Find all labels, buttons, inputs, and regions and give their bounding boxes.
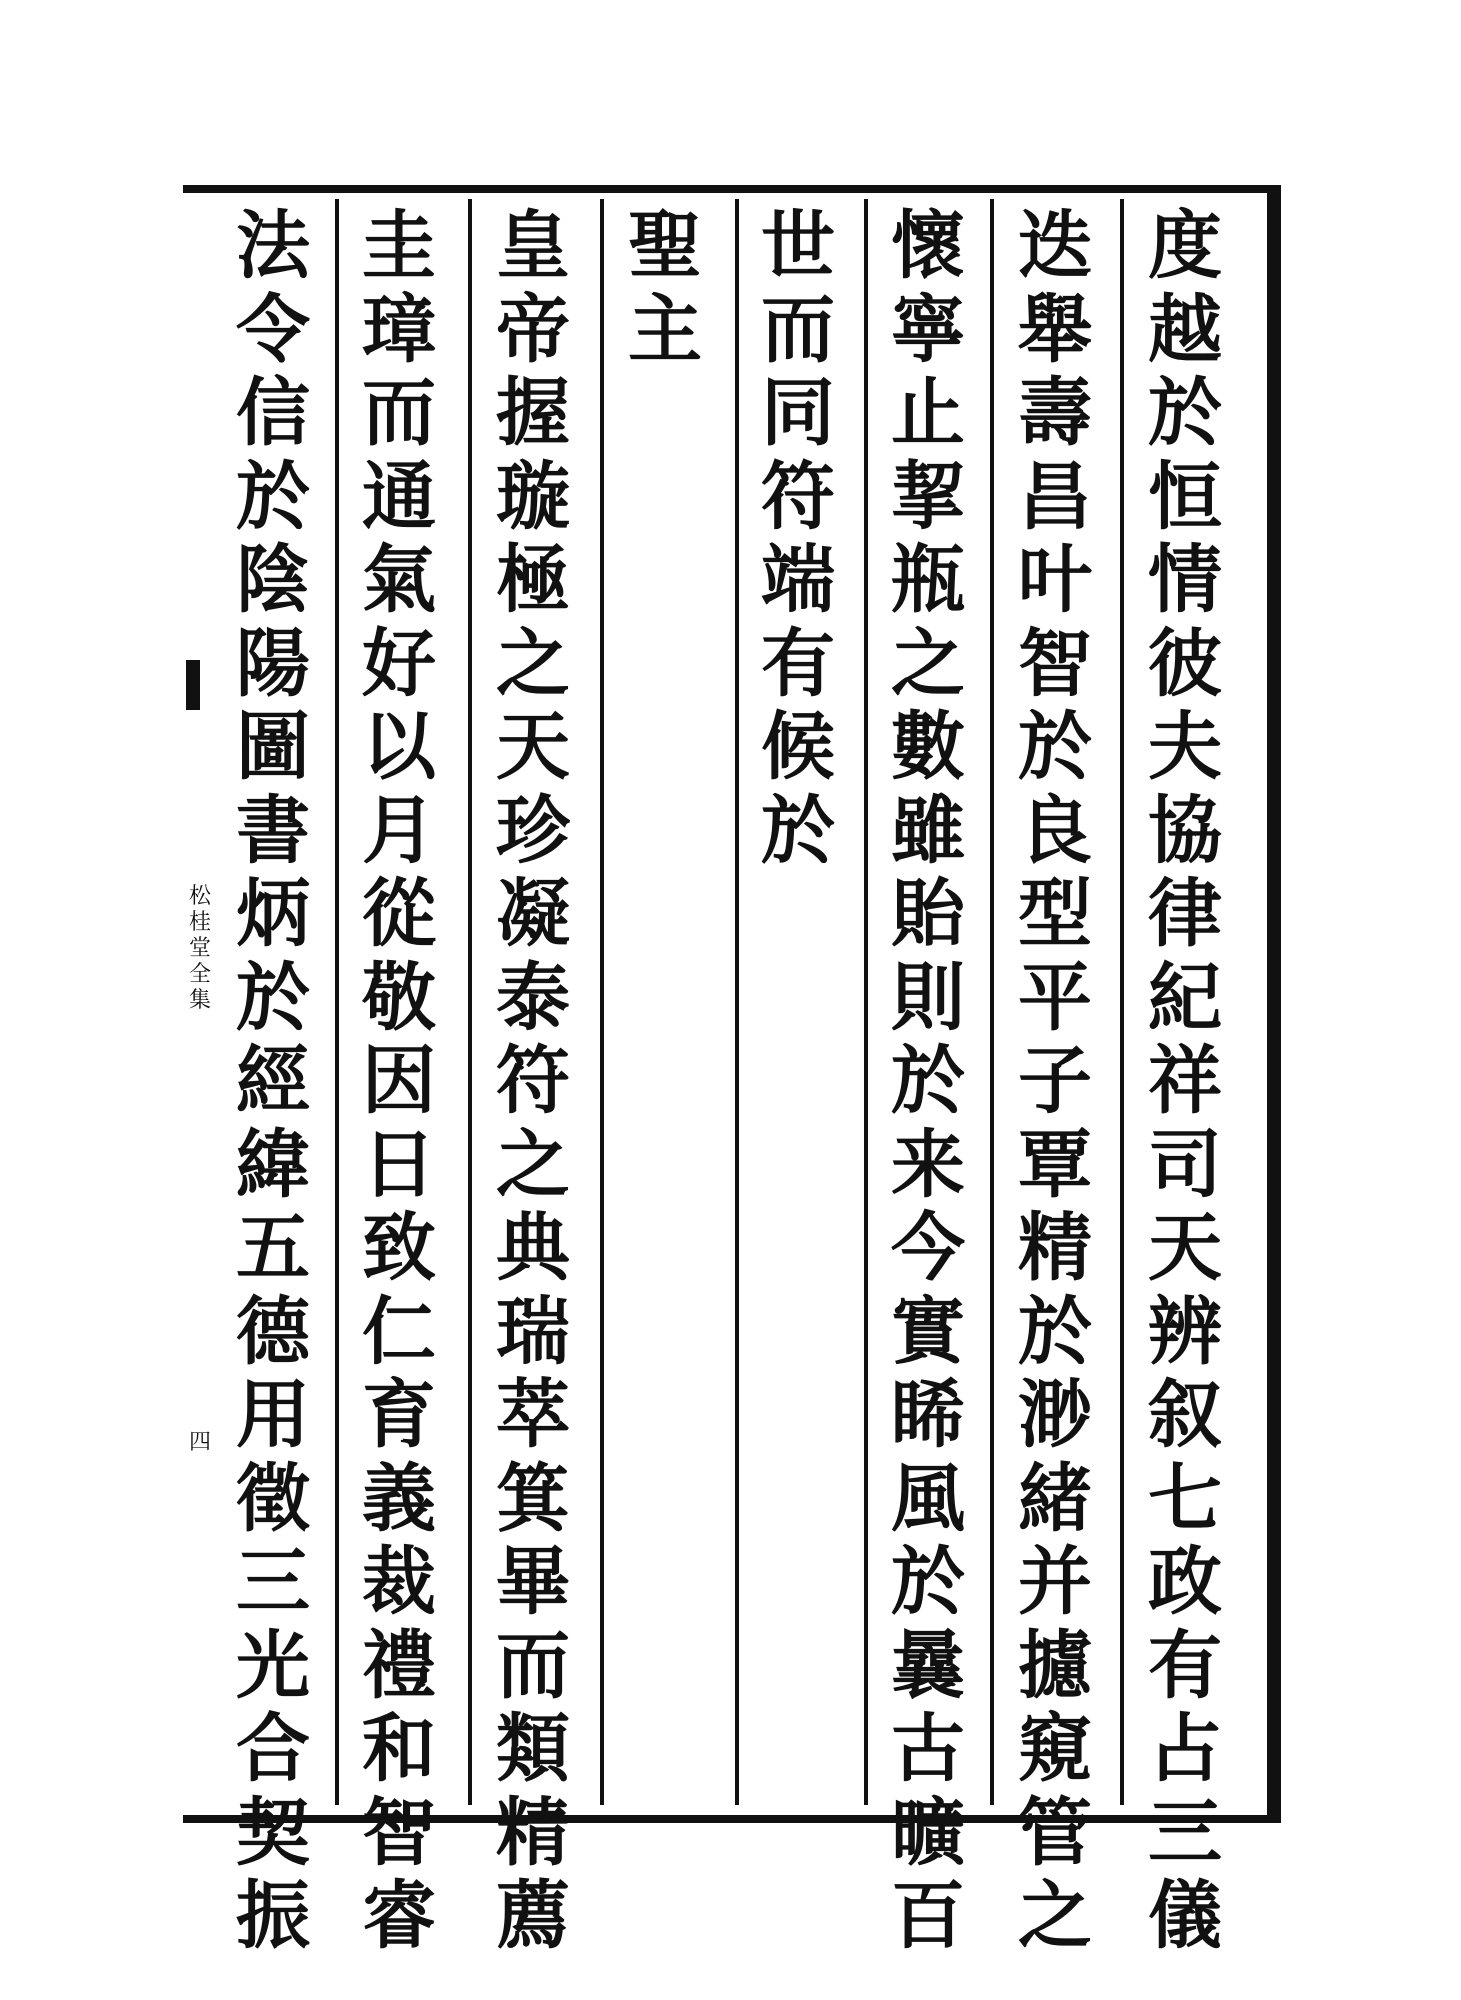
column-char: 智 [1018, 620, 1092, 707]
column-char: 風 [891, 1455, 965, 1542]
column-char: 符 [496, 1038, 570, 1124]
column-char: 徵 [236, 1455, 310, 1542]
column-char: 以 [362, 704, 436, 790]
column-char: 寧 [891, 286, 965, 373]
column-char: 和 [362, 1706, 436, 1792]
column-char: 圖 [236, 704, 310, 790]
column-char: 迭 [1018, 203, 1092, 289]
column-char: 候 [761, 704, 835, 790]
column-char: 於 [1018, 704, 1092, 790]
column-char: 義 [362, 1455, 436, 1542]
column-char: 用 [236, 1372, 310, 1458]
column-char: 從 [362, 871, 436, 957]
column-char: 叶 [1018, 537, 1092, 623]
column-char: 子 [1018, 1038, 1092, 1124]
column-char: 於 [1148, 370, 1222, 456]
column-char: 帝 [496, 286, 570, 373]
column-char: 舉 [1018, 286, 1092, 373]
text-column-2 [1000, 203, 1110, 1959]
column-char: 皇 [496, 203, 570, 289]
column-char: 三 [236, 1539, 310, 1625]
column-char: 辨 [1148, 1288, 1222, 1375]
column-char: 良 [1018, 787, 1092, 874]
column-char: 月 [362, 787, 436, 874]
column-char: 契 [236, 1789, 310, 1876]
column-char: 德 [236, 1288, 310, 1375]
column-char: 精 [1018, 1205, 1092, 1291]
column-char: 於 [891, 1038, 965, 1124]
column-char: 叙 [1148, 1372, 1222, 1458]
column-char: 彼 [1148, 620, 1222, 707]
column-char: 瓶 [891, 537, 965, 623]
column-char: 育 [362, 1372, 436, 1458]
column-char: 因 [362, 1038, 436, 1124]
column-rule [864, 199, 868, 1805]
column-char: 睎 [891, 1372, 965, 1458]
column-char: 今 [891, 1205, 965, 1291]
column-char: 瑞 [496, 1288, 570, 1375]
column-char: 雖 [891, 787, 965, 874]
column-char: 渺 [1018, 1372, 1092, 1458]
text-column-5 [610, 205, 720, 1795]
column-char: 情 [1148, 537, 1222, 623]
column-char: 止 [891, 370, 965, 456]
collection-title-char: 桂 [188, 910, 211, 935]
column-char: 司 [1148, 1121, 1222, 1208]
column-char: 昌 [1018, 453, 1092, 540]
column-char: 薦 [496, 1873, 570, 1959]
column-char: 古 [891, 1706, 965, 1792]
column-char: 百 [891, 1873, 965, 1959]
column-char: 陰 [236, 537, 310, 623]
block-heart-margin [185, 225, 215, 1625]
column-char: 圭 [362, 203, 436, 289]
column-char: 之 [891, 620, 965, 707]
column-char: 於 [236, 453, 310, 540]
collection-title-char: 全 [188, 962, 211, 987]
column-char: 而 [362, 370, 436, 456]
column-char: 禮 [362, 1622, 436, 1709]
column-char: 致 [362, 1205, 436, 1291]
column-char: 占 [1148, 1706, 1222, 1792]
column-char: 三 [1148, 1789, 1222, 1876]
column-char: 度 [1148, 203, 1222, 289]
column-char: 来 [891, 1121, 965, 1208]
column-char: 懷 [891, 203, 965, 289]
column-char: 祥 [1148, 1038, 1222, 1124]
column-char: 律 [1148, 871, 1222, 957]
column-char: 有 [1148, 1622, 1222, 1709]
column-char: 之 [496, 620, 570, 707]
column-char: 主 [628, 286, 702, 373]
column-char: 七 [1148, 1455, 1222, 1542]
column-rule [468, 199, 472, 1805]
column-char: 裁 [362, 1539, 436, 1625]
column-char: 璋 [362, 286, 436, 373]
column-char: 儀 [1148, 1873, 1222, 1959]
column-char: 炳 [236, 871, 310, 957]
column-char: 令 [236, 286, 310, 373]
column-char: 珍 [496, 787, 570, 874]
collection-title-char: 松 [188, 884, 211, 909]
column-char: 五 [236, 1205, 310, 1291]
column-char: 貽 [891, 871, 965, 957]
column-char: 符 [761, 453, 835, 540]
column-char: 并 [1018, 1539, 1092, 1625]
column-char: 型 [1018, 871, 1092, 957]
column-char: 於 [1018, 1288, 1092, 1375]
column-char: 緯 [236, 1121, 310, 1208]
column-char: 箕 [496, 1455, 570, 1542]
column-char: 通 [362, 453, 436, 540]
column-char: 攄 [1018, 1622, 1092, 1709]
column-char: 之 [1018, 1873, 1092, 1959]
column-char: 睿 [362, 1873, 436, 1959]
column-char: 數 [891, 704, 965, 790]
column-char: 紀 [1148, 954, 1222, 1041]
column-char: 夫 [1148, 704, 1222, 790]
column-char: 法 [236, 203, 310, 289]
column-char: 仁 [362, 1288, 436, 1375]
column-char: 世 [761, 203, 835, 289]
column-char: 萃 [496, 1372, 570, 1458]
column-char: 振 [236, 1873, 310, 1959]
collection-title-char: 集 [188, 988, 211, 1013]
collection-title-char: 堂 [188, 936, 211, 961]
column-char: 泰 [496, 954, 570, 1041]
column-char: 協 [1148, 787, 1222, 874]
column-char: 書 [236, 787, 310, 874]
column-char: 則 [891, 954, 965, 1041]
column-char: 政 [1148, 1539, 1222, 1625]
column-char: 管 [1018, 1789, 1092, 1876]
column-char: 握 [496, 370, 570, 456]
column-char: 典 [496, 1205, 570, 1291]
column-char: 有 [761, 620, 835, 707]
column-char: 而 [761, 286, 835, 373]
column-char: 智 [362, 1789, 436, 1876]
column-char: 精 [496, 1789, 570, 1876]
column-char: 恒 [1148, 453, 1222, 540]
column-char: 緒 [1018, 1455, 1092, 1542]
text-column-6 [478, 203, 588, 1959]
column-char: 天 [496, 704, 570, 790]
column-char: 璇 [496, 453, 570, 540]
column-rule [600, 199, 604, 1805]
text-column-1 [1130, 203, 1240, 1959]
column-char: 類 [496, 1706, 570, 1792]
column-char: 經 [236, 1038, 310, 1124]
column-char: 畢 [496, 1539, 570, 1625]
column-rule [335, 199, 339, 1805]
column-char: 壽 [1018, 370, 1092, 456]
column-char: 覃 [1018, 1121, 1092, 1208]
text-column-7 [344, 203, 454, 1959]
column-char: 合 [236, 1706, 310, 1792]
column-char: 氣 [362, 537, 436, 623]
text-column-8 [218, 203, 328, 1959]
column-char: 於 [761, 787, 835, 874]
column-rule [990, 199, 994, 1805]
column-char: 極 [496, 537, 570, 623]
column-char: 於 [236, 954, 310, 1041]
column-char: 敬 [362, 954, 436, 1041]
column-char: 而 [496, 1622, 570, 1709]
column-rule [1120, 199, 1124, 1805]
column-char: 挈 [891, 453, 965, 540]
column-char: 日 [362, 1121, 436, 1208]
column-char: 之 [496, 1121, 570, 1208]
column-char: 好 [362, 620, 436, 707]
text-column-4 [743, 205, 853, 1795]
column-char: 聖 [628, 203, 702, 289]
column-char: 實 [891, 1288, 965, 1375]
column-char: 凝 [496, 871, 570, 957]
column-char: 信 [236, 370, 310, 456]
column-char: 於 [891, 1539, 965, 1625]
column-char: 天 [1148, 1205, 1222, 1291]
column-char: 平 [1018, 954, 1092, 1041]
column-char: 陽 [236, 620, 310, 707]
column-char: 同 [761, 370, 835, 456]
column-char: 曩 [891, 1622, 965, 1709]
column-char: 光 [236, 1622, 310, 1709]
column-char: 越 [1148, 286, 1222, 373]
folio-number: 四 [188, 1430, 211, 1455]
collection-title [189, 885, 211, 1015]
text-column-3 [873, 203, 983, 1959]
column-rule [735, 199, 739, 1805]
column-char: 窺 [1018, 1706, 1092, 1792]
column-char: 曠 [891, 1789, 965, 1876]
column-char: 端 [761, 537, 835, 623]
